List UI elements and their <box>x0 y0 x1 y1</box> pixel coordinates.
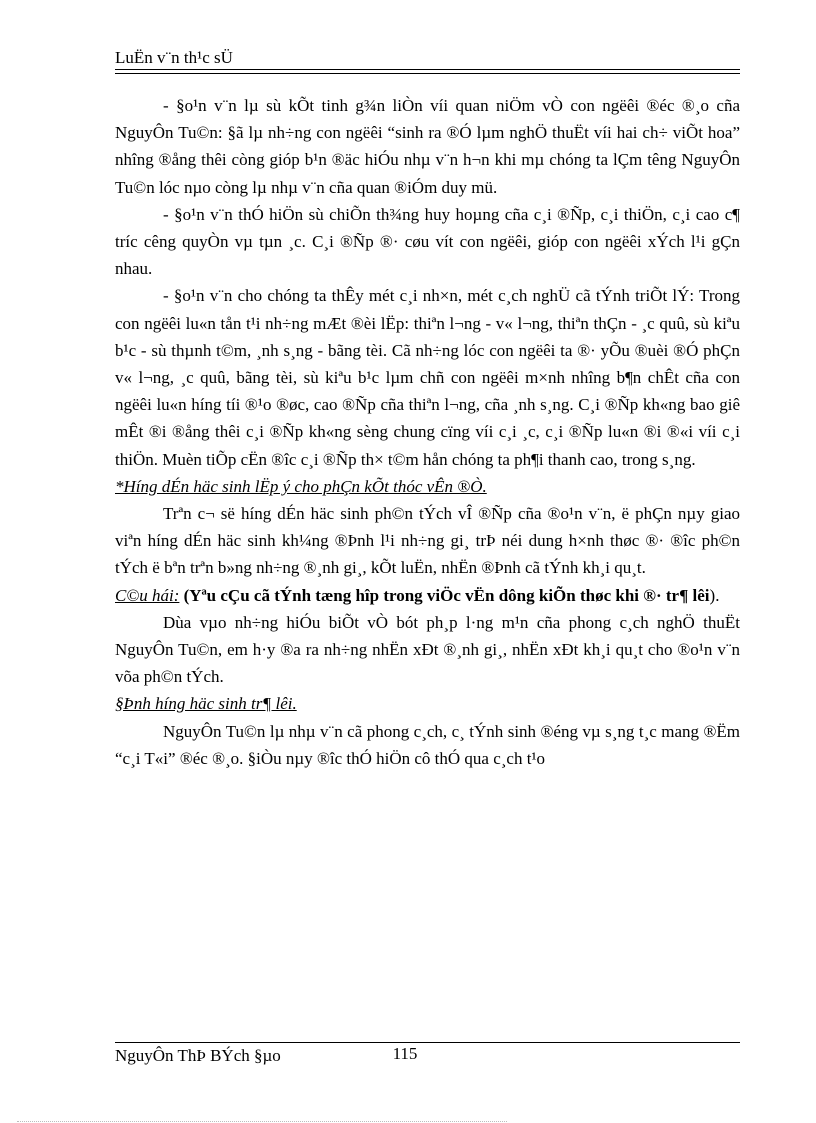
question-requirement: (Yªu cÇu cã tÝnh tæng hîp trong viÖc vËn dông kiÕn thøc khi ®· tr¶ lêi <box>179 585 710 605</box>
paragraph-3: - §o¹n v¨n cho chóng ta thÊy mét c¸i nh×n, mét c¸ch nghÜ cã tÝnh triÕt lÝ: Trong con ngëêi lu«n tån t¹i nh÷ng mÆt ®èi lËp: thiªn l¬ng - v« l¬ng, thiªn thÇn - ¸c quû, sù kiªu b¹c - sù thµnh t©m, ¸nh s¸ng - bãng tèi. Cã nh÷ng lóc con ngëêi ta ®· yÕu ®uèi ®Ó phÇn v« l¬ng, ¸c quû, bãng tèi, sù kiªu b¹c lµm chñ con ngëêi m×nh nhîng b¶n chÊt cña con ngëêi lu«n híng tíi ®¹o ®øc, cao ®Ñp cña thiªn l¬ng, cña ¸nh s¸ng. C¸i ®Ñp kh«ng bao giê mÊt ®i ®ång thêi c¸i ®Ñp kh«ng sèng chung cïng víi c¸i ¸c, c¸i ®Ñp lu«n ®i ®«i víi c¸i thiÖn. Muèn tiÕp cËn ®îc c¸i ®Ñp th× t©m hån chóng ta ph¶i thanh cao, trong s¸ng. <box>115 286 740 469</box>
body-text <box>115 92 740 772</box>
page-boundary-dotted-line <box>17 1121 507 1122</box>
question-label: C©u hái: <box>115 585 180 605</box>
paragraph-1: - §o¹n v¨n lµ sù kÕt tinh g¾n liÒn víi quan niÖm vÒ con ngëêi ®éc ®¸o cña NguyÔn Tu©n: §ã lµ nh÷ng con ngëêi “sinh ra ®Ó lµm nghÖ thuËt víi hai ch÷ viÕt hoa” nhîng ®ång thêi còng gióp b¹n ®äc hiÓu nhµ v¨n h¬n khi mµ chóng ta lÇm têng NguyÔn Tu©n lóc nµo còng lµ nhµ v¨n cña quan ®iÓm duy mü. <box>115 96 740 197</box>
section-heading-conclusion: *Híng dÉn häc sinh lËp ý cho phÇn kÕt thóc vÊn ®Ò. <box>115 476 487 496</box>
footer-author: NguyÔn ThÞ BÝch §µo <box>115 1046 281 1065</box>
section-heading-answer-guide: §Þnh híng häc sinh tr¶ lêi. <box>115 694 297 714</box>
question-paragraph <box>115 582 740 609</box>
page-number: 115 <box>392 1044 418 1063</box>
header-double-rule <box>115 69 740 74</box>
footer-rule <box>115 1042 740 1043</box>
paragraph-4: Trªn c¬ së híng dÉn häc sinh ph©n tÝch vÎ ®Ñp cña ®o¹n v¨n, ë phÇn nµy giao viªn híng dÉn häc sinh kh¼ng ®Þnh l¹i nh÷ng gi¸ trÞ néi dung h×nh thøc ®· ®îc ph©n tÝch ë bªn trªn b»ng nh÷ng ®¸nh gi¸, kÕt luËn, nhËn ®Þnh cã tÝnh kh¸i qu¸t. <box>115 504 740 578</box>
running-header-title: LuËn v¨n th¹c sÜ <box>115 48 233 67</box>
question-tail: ). <box>709 585 720 605</box>
paragraph-2: - §o¹n v¨n thÓ hiÖn sù chiÕn th¾ng huy hoµng cña c¸i ®Ñp, c¸i thiÖn, c¸i cao c¶ tríc cêng quyÒn vµ tµn ¸c. C¸i ®Ñp ®· cøu vít con ngëêi, gióp con ngëêi xÝch l¹i gÇn nhau. <box>115 204 740 279</box>
paragraph-5: Dùa vµo nh÷ng hiÓu biÕt vÒ bót ph¸p l·ng m¹n cña phong c¸ch nghÖ thuËt NguyÔn Tu©n, em h·y ®a ra nh÷ng nhËn xÐt ®¸nh gi¸, nhËn xÐt kh¸i qu¸t cho ®o¹n v¨n võa ph©n tÝch. <box>115 612 740 687</box>
paragraph-6: NguyÔn Tu©n lµ nhµ v¨n cã phong c¸ch, c¸ tÝnh sinh ®éng vµ s¸ng t¸c mang ®Ëm “c¸i T«i” ®éc ®¸o. §iÒu nµy ®îc thÓ hiÖn cô thÓ qua c¸ch t¹o <box>115 721 740 768</box>
